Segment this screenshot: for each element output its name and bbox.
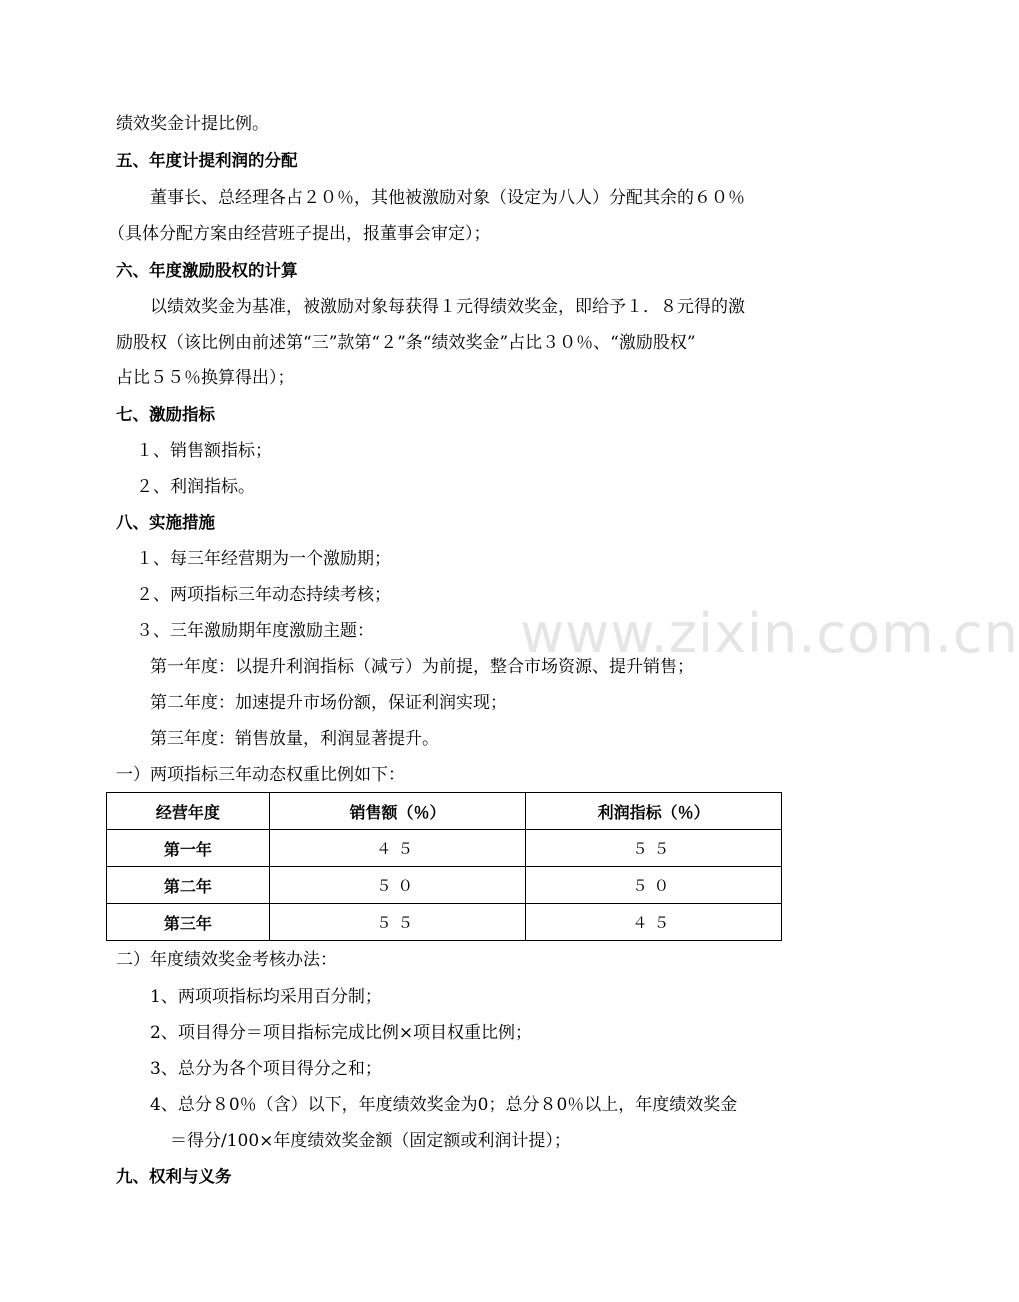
watermark: www.zixin.com.cn [520, 602, 1019, 665]
list-item: 3、总分为各个项目得分之和； [150, 1059, 382, 1079]
list-item: 4、总分８0％（含）以下，年度绩效奖金为0；总分８0％以上，年度绩效奖金 [150, 1095, 738, 1115]
list-item: ３、三年激励期年度激励主题： [136, 621, 374, 641]
section-heading-5: 五、年度计提利润的分配 [116, 151, 298, 170]
list-item: ２、利润指标。 [136, 477, 255, 497]
paragraph-line: 第三年度：销售放量，利润显著提升。 [150, 729, 439, 749]
column-header: 经营年度 [107, 793, 270, 830]
paragraph-line: 董事长、总经理各占２０％，其他被激励对象（设定为八人）分配其余的６０％ [150, 188, 745, 208]
paragraph-line: 绩效奖金计提比例。 [116, 114, 269, 134]
table-row [107, 830, 782, 867]
column-header: 销售额（％） [269, 793, 526, 830]
paragraph-line: （具体分配方案由经营班子提出，报董事会审定）； [108, 224, 491, 244]
paragraph-line: 第一年度：以提升利润指标（减亏）为前提，整合市场资源、提升销售； [150, 657, 694, 677]
paragraph-line: 以绩效奖金为基准，被激励对象每获得１元得绩效奖金，即给予１．８元得的激 [150, 297, 745, 317]
column-header: 利润指标（％） [526, 793, 782, 830]
list-item: ２、两项指标三年动态持续考核； [136, 585, 391, 605]
section-heading-8: 八、实施措施 [116, 513, 215, 532]
table-row [107, 867, 782, 904]
table-cell: ４５ [526, 904, 782, 941]
table-cell: ５０ [526, 867, 782, 904]
list-item: 1、两项项指标均采用百分制； [150, 987, 382, 1007]
table-cell: ５５ [526, 830, 782, 867]
table-header-row [107, 793, 782, 830]
table-cell: ５０ [269, 867, 526, 904]
paragraph-line: 励股权（该比例由前述第“三”款第“２”条“绩效奖金”占比３０％、“激励股权” [116, 333, 696, 353]
table-cell: ５５ [269, 904, 526, 941]
table-caption: 一）两项指标三年动态权重比例如下： [116, 765, 405, 785]
row-label: 第三年 [107, 904, 270, 941]
section-heading-7: 七、激励指标 [116, 405, 215, 424]
table-row [107, 904, 782, 941]
paragraph-line: 占比５５％换算得出）； [116, 368, 295, 388]
section-heading-6: 六、年度激励股权的计算 [116, 261, 298, 280]
row-label: 第二年 [107, 867, 270, 904]
table-cell: ４５ [269, 830, 526, 867]
weight-table [106, 792, 782, 941]
paragraph-line: ＝得分/100×年度绩效奖金额（固定额或利润计提）； [170, 1131, 571, 1151]
paragraph-line: 第二年度：加速提升市场份额，保证利润实现； [150, 693, 507, 713]
list-item: １、销售额指标； [136, 441, 272, 461]
section-heading-9: 九、权利与义务 [116, 1167, 232, 1186]
row-label: 第一年 [107, 830, 270, 867]
list-item: 2、项目得分＝项目指标完成比例×项目权重比例； [150, 1023, 533, 1043]
paragraph-line: 二）年度绩效奖金考核办法： [116, 950, 337, 970]
list-item: １、每三年经营期为一个激励期； [136, 549, 391, 569]
